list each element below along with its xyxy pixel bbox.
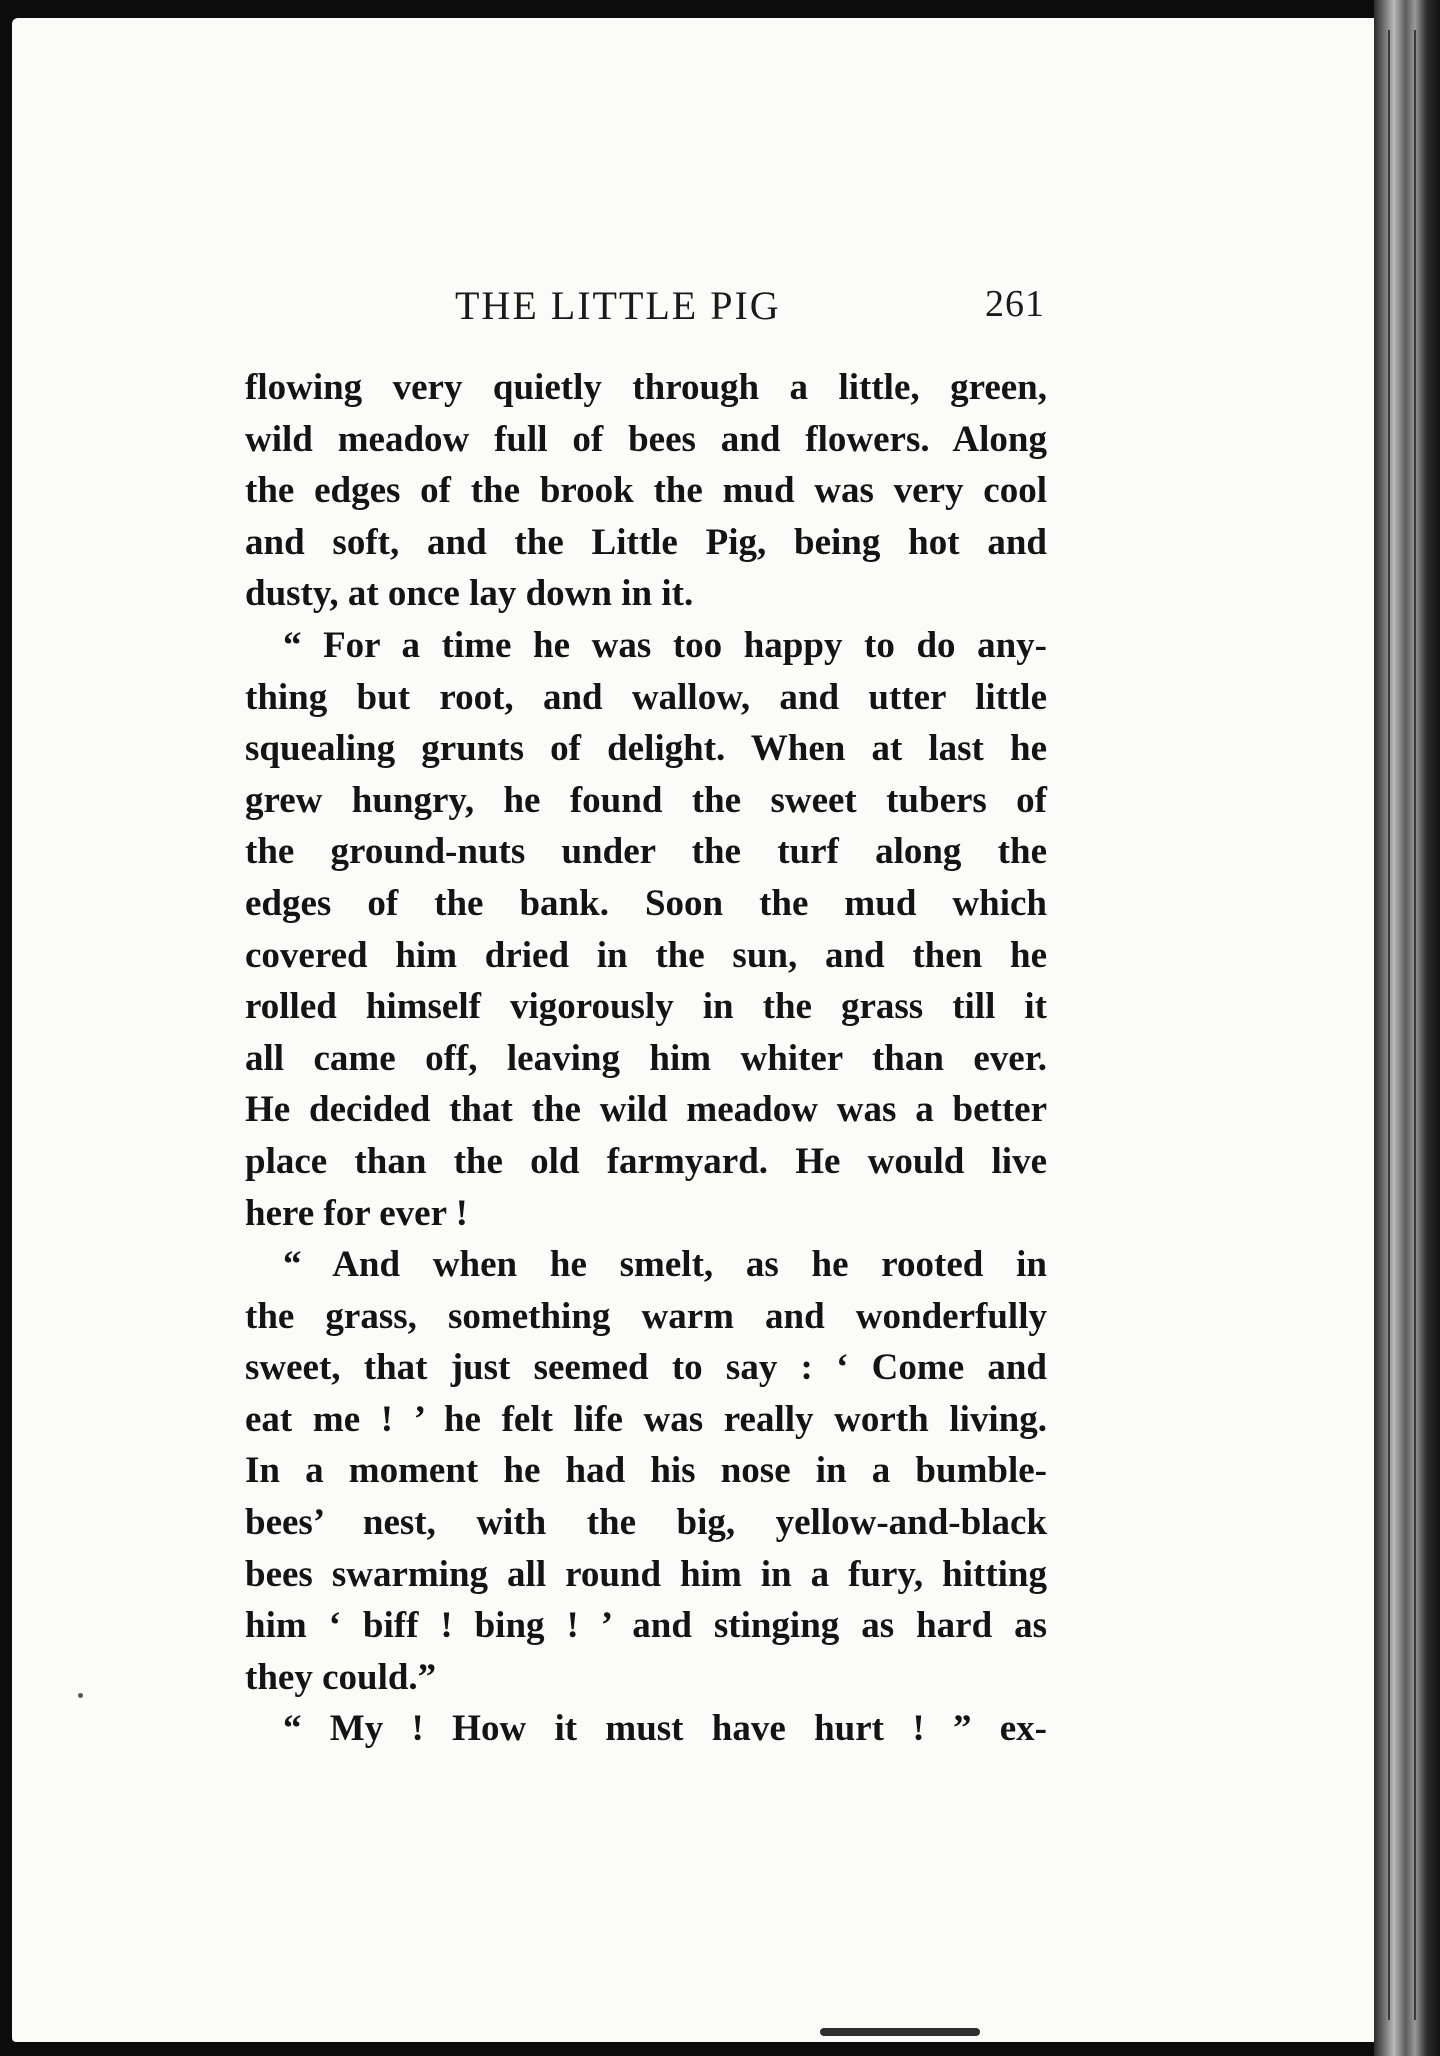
- text-line: rolled himself vigorously in the grass till it: [245, 986, 1047, 1028]
- running-title: THE LITTLE PIG: [455, 283, 781, 328]
- text-line: him ‘ biff ! bing ! ’ and stinging as hard as: [245, 1605, 1047, 1647]
- text-line: flowing very quietly through a little, green,: [245, 367, 1047, 408]
- body-text: [245, 362, 1047, 1755]
- text-line: the ground-nuts under the turf along the: [245, 831, 1047, 873]
- text-line: In a moment he had his nose in a bumble-: [245, 1450, 1047, 1492]
- text-line: “ And when he smelt, as he rooted in: [283, 1244, 1047, 1286]
- paper-speck: [78, 1693, 83, 1698]
- text-line: edges of the bank. Soon the mud which: [245, 882, 1047, 924]
- binding-line: [1414, 30, 1416, 2020]
- text-line: thing but root, and wallow, and utter little: [245, 676, 1047, 718]
- binding-line: [1388, 30, 1390, 2020]
- page-number: 261: [985, 283, 1045, 325]
- book-binding-edge: [1374, 0, 1440, 2056]
- text-line: bees swarming all round him in a fury, hitting: [245, 1553, 1047, 1595]
- text-line: the grass, something warm and wonderfully: [245, 1295, 1047, 1337]
- text-line: all came off, leaving him whiter than ever.: [245, 1037, 1047, 1079]
- text-line: here for ever !: [245, 1192, 468, 1234]
- text-line: covered him dried in the sun, and then he: [245, 934, 1047, 976]
- running-head: [245, 282, 1045, 338]
- text-line: wild meadow full of bees and flowers. Along: [245, 418, 1047, 460]
- text-line: eat me ! ’ he felt life was really worth living.: [245, 1398, 1047, 1440]
- text-line: and soft, and the Little Pig, being hot and: [245, 521, 1047, 563]
- text-line: sweet, that just seemed to say : ‘ Come and: [245, 1347, 1047, 1389]
- text-line: the edges of the brook the mud was very cool: [245, 470, 1047, 512]
- text-line: place than the old farmyard. He would live: [245, 1140, 1047, 1182]
- text-line: squealing grunts of delight. When at last he: [245, 728, 1047, 770]
- text-line: grew hungry, he found the sweet tubers of: [245, 779, 1047, 821]
- text-line: “ My ! How it must have hurt ! ” ex-: [283, 1708, 1047, 1750]
- page-edge-shadow: [820, 2028, 980, 2036]
- text-line: “ For a time he was too happy to do any-: [283, 624, 1047, 666]
- text-line: bees’ nest, with the big, yellow-and-black: [245, 1502, 1047, 1544]
- text-line: He decided that the wild meadow was a better: [245, 1089, 1047, 1131]
- text-line: dusty, at once lay down in it.: [245, 573, 694, 615]
- text-line: they could.”: [245, 1656, 437, 1698]
